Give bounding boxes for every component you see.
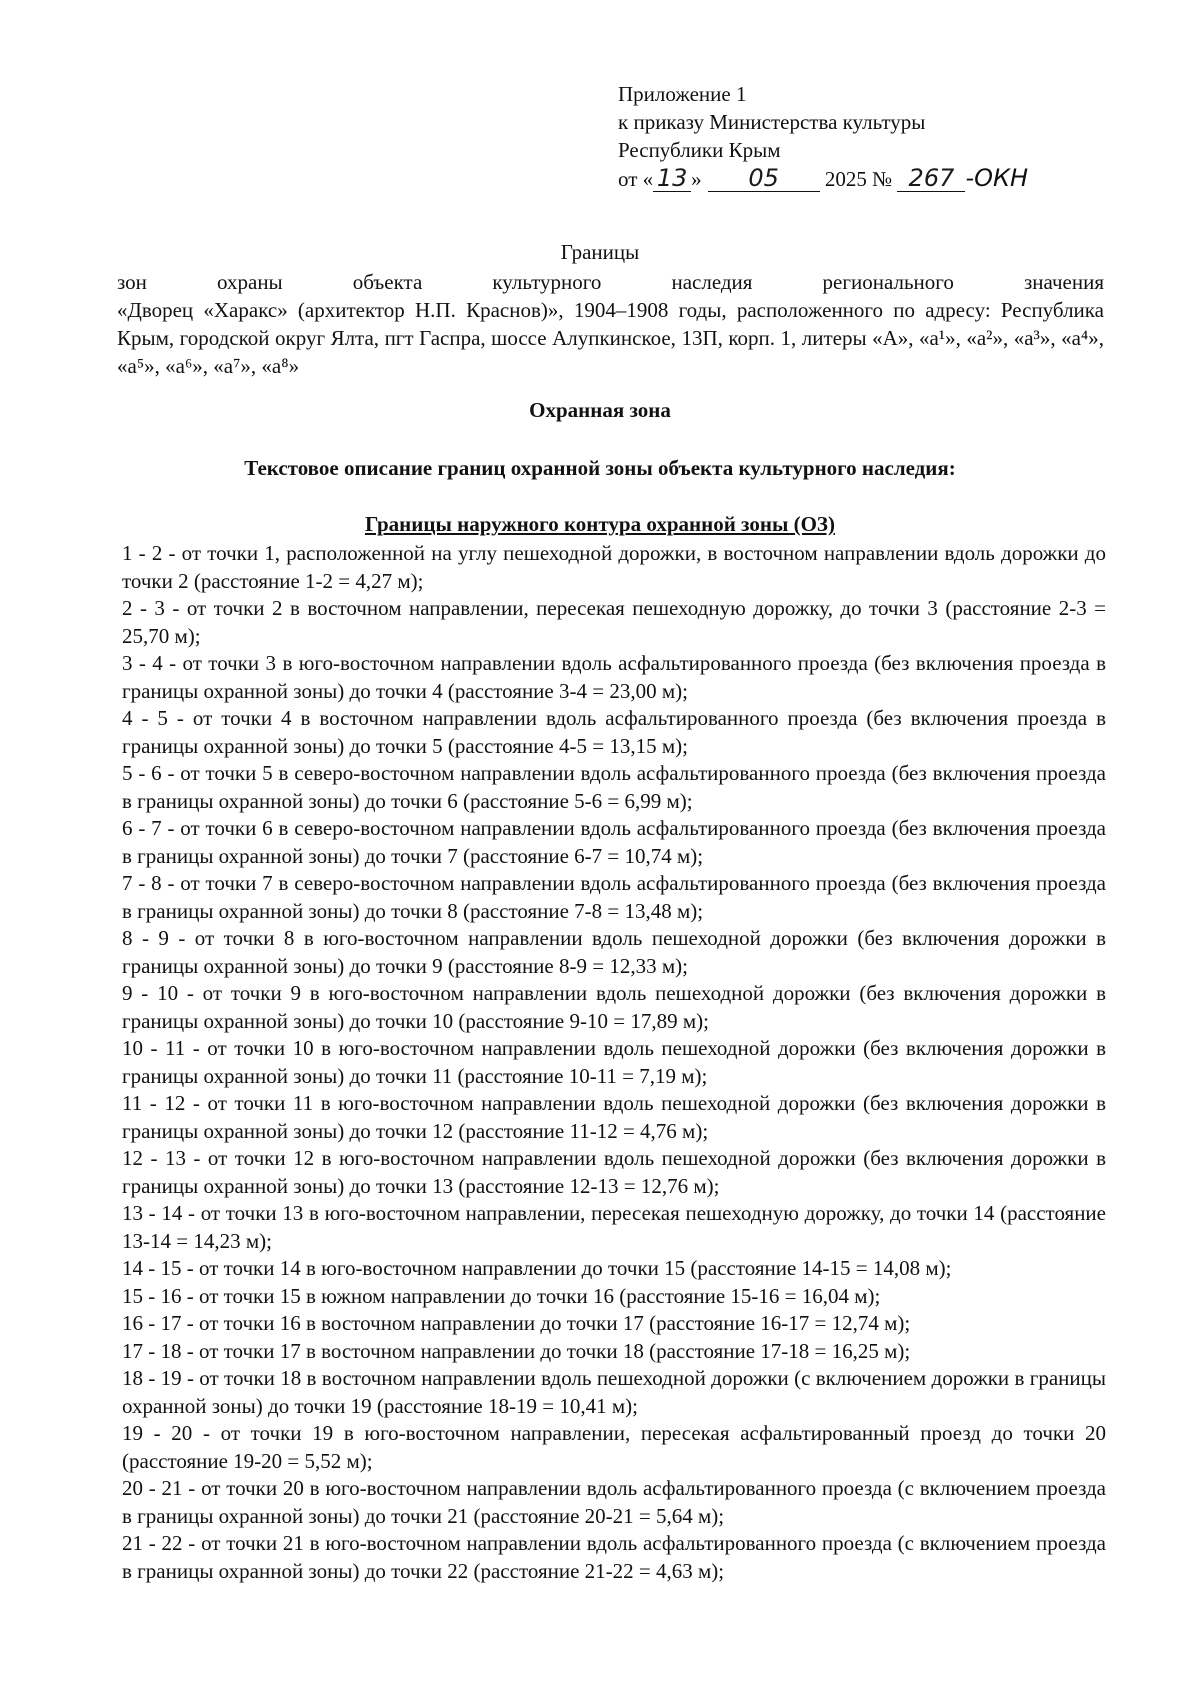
boundary-item: 3 - 4 - от точки 3 в юго-восточном направлении вдоль асфальтированного проезда (без включения проезда в границы охранной зоны) до точки 4 (расстояние 3-4 = 23,00 м); xyxy=(122,651,1106,703)
intro-first-line: зон охраны объекта культурного наследия регионального значения xyxy=(117,270,1104,294)
date-mid: » xyxy=(691,167,702,191)
boundary-item: 1 - 2 - от точки 1, расположенной на углу пешеходной дорожки, в восточном направлении вдоль дорожки до точки 2 (расстояние 1-2 = 4,27 м); xyxy=(122,541,1106,593)
boundary-item: 12 - 13 - от точки 12 в юго-восточном направлении вдоль пешеходной дорожки (без включения дорожки в границы охранной зоны) до точки 13 (расстояние 12-13 = 12,76 м); xyxy=(122,1146,1106,1198)
boundary-item: 19 - 20 - от точки 19 в юго-восточном направлении, пересекая асфальтированный проезд до точки 20 (расстояние 19-20 = 5,52 м); xyxy=(122,1421,1106,1473)
boundary-item: 9 - 10 - от точки 9 в юго-восточном направлении вдоль пешеходной дорожки (без включения дорожки в границы охранной зоны) до точки 10 (расстояние 9-10 = 17,89 м); xyxy=(122,981,1106,1033)
boundary-list xyxy=(122,540,1106,1585)
intro-rest: «Дворец «Харакс» (архитектор Н.П. Краснов)», 1904–1908 годы, расположенного по адресу: Республика Крым, городской округ Ялта, пгт Гаспра, шоссе Алупкинское, 13П, корп. 1, литеры «А», «а¹», «а²», «а³», «а⁴», «а⁵», «а⁶», «а⁷», «а⁸» xyxy=(117,298,1104,378)
document-title: Границы xyxy=(560,240,640,264)
boundary-item: 2 - 3 - от точки 2 в восточном направлении, пересекая пешеходную дорожку, до точки 3 (расстояние 2-3 = 25,70 м); xyxy=(122,596,1106,648)
description-heading: Текстовое описание границ охранной зоны объекта культурного наследия: xyxy=(244,456,956,480)
boundary-item: 15 - 16 - от точки 15 в южном направлении до точки 16 (расстояние 15-16 = 16,04 м); xyxy=(122,1283,881,1308)
boundary-item: 16 - 17 - от точки 16 в восточном направлении до точки 17 (расстояние 16-17 = 12,74 м); xyxy=(122,1311,911,1335)
handwritten-month: 05 xyxy=(708,165,820,192)
boundary-item: 7 - 8 - от точки 7 в северо-восточном направлении вдоль асфальтированного проезда (без включения проезда в границы охранной зоны) до точки 8 (расстояние 7-8 = 13,48 м); xyxy=(122,871,1106,923)
boundary-item: 8 - 9 - от точки 8 в юго-восточном направлении вдоль пешеходной дорожки (без включения дорожки в границы охранной зоны) до точки 9 (расстояние 8-9 = 12,33 м); xyxy=(122,926,1106,978)
handwritten-day: 13 xyxy=(653,165,691,192)
boundary-item: 5 - 6 - от точки 5 в северо-восточном направлении вдоль асфальтированного проезда (без включения проезда в границы охранной зоны) до точки 6 (расстояние 5-6 = 6,99 м); xyxy=(122,761,1106,813)
intro-paragraph xyxy=(117,268,1104,380)
appendix-line-1: Приложение 1 xyxy=(618,82,747,106)
boundary-item: 4 - 5 - от точки 4 в восточном направлении вдоль асфальтированного проезда (без включения проезда в границы охранной зоны) до точки 5 (расстояние 4-5 = 13,15 м); xyxy=(122,706,1106,758)
order-date-line xyxy=(618,164,1028,193)
boundary-item: 13 - 14 - от точки 13 в юго-восточном направлении, пересекая пешеходную дорожку, до точки 14 (расстояние 13-14 = 14,23 м); xyxy=(122,1201,1106,1253)
boundary-item: 6 - 7 - от точки 6 в северо-восточном направлении вдоль асфальтированного проезда (без включения проезда в границы охранной зоны) до точки 7 (расстояние 6-7 = 10,74 м); xyxy=(122,816,1106,868)
boundary-item: 17 - 18 - от точки 17 в восточном направлении до точки 18 (расстояние 17-18 = 16,25 м); xyxy=(122,1338,911,1363)
zone-heading: Охранная зона xyxy=(529,398,671,422)
handwritten-order-suffix: -ОКН xyxy=(965,164,1029,192)
handwritten-order-number: 267 xyxy=(897,165,965,192)
boundary-item: 20 - 21 - от точки 20 в юго-восточном направлении вдоль асфальтированного проезда (с включением проезда в границы охранной зоны) до точки 21 (расстояние 20-21 = 5,64 м); xyxy=(122,1476,1106,1528)
appendix-line-2: к приказу Министерства культуры xyxy=(618,110,926,134)
date-year-number-label: 2025 № xyxy=(824,167,893,191)
boundary-item: 14 - 15 - от точки 14 в юго-восточном направлении до точки 15 (расстояние 14-15 = 14,08 м); xyxy=(122,1256,952,1280)
boundary-item: 10 - 11 - от точки 10 в юго-восточном направлении вдоль пешеходной дорожки (без включения дорожки в границы охранной зоны) до точки 11 (расстояние 10-11 = 7,19 м); xyxy=(122,1036,1106,1088)
outer-contour-heading: Границы наружного контура охранной зоны (ОЗ) xyxy=(364,512,836,536)
boundary-item: 18 - 19 - от точки 18 в восточном направлении вдоль пешеходной дорожки (с включением дорожки в границы охранной зоны) до точки 19 (расстояние 18-19 = 10,41 м); xyxy=(122,1366,1106,1418)
appendix-line-3: Республики Крым xyxy=(618,138,781,162)
appendix-header xyxy=(618,80,1028,193)
boundary-item: 21 - 22 - от точки 21 в юго-восточном направлении вдоль асфальтированного проезда (с включением проезда в границы охранной зоны) до точки 22 (расстояние 21-22 = 4,63 м); xyxy=(122,1531,1106,1583)
boundary-item: 11 - 12 - от точки 11 в юго-восточном направлении вдоль пешеходной дорожки (без включения дорожки в границы охранной зоны) до точки 12 (расстояние 11-12 = 4,76 м); xyxy=(122,1091,1106,1143)
date-prefix: от « xyxy=(618,167,654,191)
